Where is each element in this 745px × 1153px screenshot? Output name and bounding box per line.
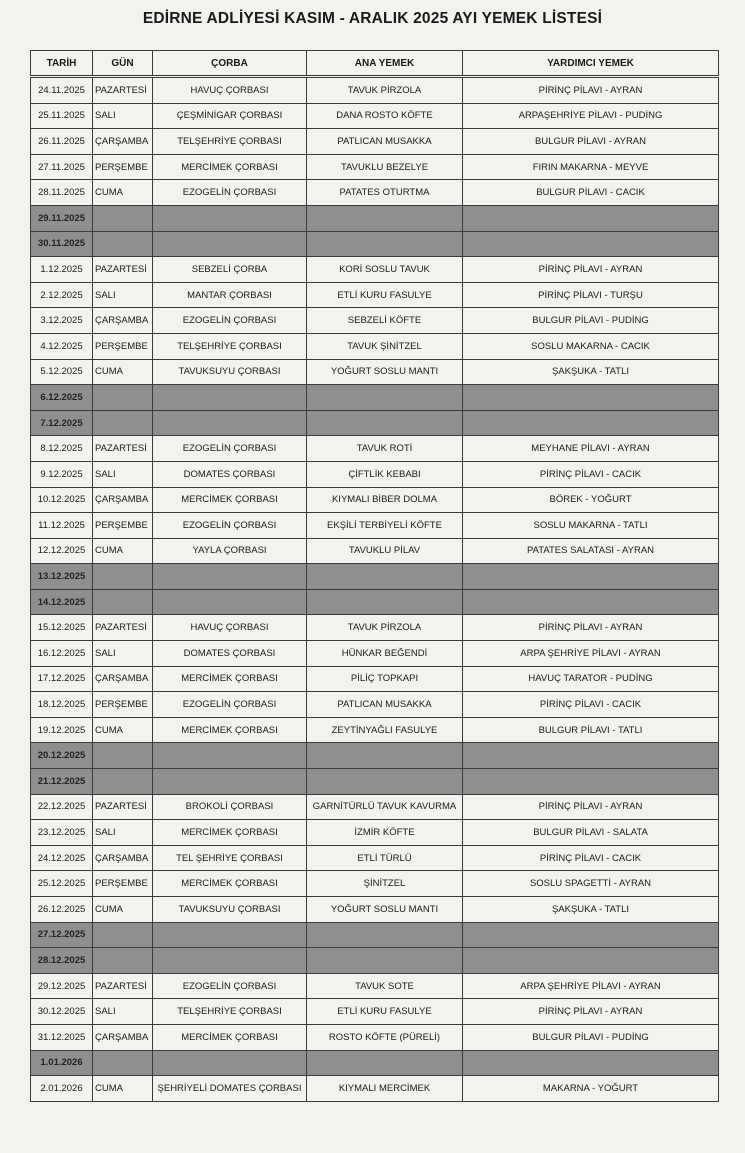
table-row-weekend bbox=[31, 743, 719, 769]
soup-cell bbox=[153, 948, 307, 974]
date-cell: 9.12.2025 bbox=[31, 461, 93, 487]
soup-cell bbox=[153, 564, 307, 590]
side-dish-cell: SOSLU SPAGETTİ - AYRAN bbox=[463, 871, 719, 897]
soup-cell bbox=[153, 769, 307, 795]
day-cell: SALI bbox=[93, 820, 153, 846]
table-row bbox=[31, 513, 719, 539]
day-cell: PAZARTESİ bbox=[93, 257, 153, 283]
date-cell: 26.12.2025 bbox=[31, 897, 93, 923]
side-dish-cell: ŞAKŞUKA - TATLI bbox=[463, 897, 719, 923]
side-dish-cell: BULGUR PİLAVI - TATLI bbox=[463, 717, 719, 743]
soup-cell: MERCİMEK ÇORBASI bbox=[153, 666, 307, 692]
table-row bbox=[31, 487, 719, 513]
date-cell: 8.12.2025 bbox=[31, 436, 93, 462]
day-cell bbox=[93, 769, 153, 795]
main-dish-cell: PATLICAN MUSAKKA bbox=[307, 129, 463, 155]
main-dish-cell: KIYMALI MERCİMEK bbox=[307, 1076, 463, 1102]
soup-cell bbox=[153, 589, 307, 615]
soup-cell: TELŞEHRİYE ÇORBASI bbox=[153, 129, 307, 155]
table-row bbox=[31, 359, 719, 385]
header-day: GÜN bbox=[93, 51, 153, 77]
table-row-weekend bbox=[31, 1050, 719, 1076]
table-row bbox=[31, 282, 719, 308]
side-dish-cell: PİRİNÇ PİLAVI - AYRAN bbox=[463, 615, 719, 641]
day-cell bbox=[93, 231, 153, 257]
side-dish-cell: ARPAŞEHRİYE PİLAVI - PUDİNG bbox=[463, 103, 719, 129]
day-cell bbox=[93, 948, 153, 974]
table-row bbox=[31, 180, 719, 206]
day-cell: ÇARŞAMBA bbox=[93, 308, 153, 334]
side-dish-cell bbox=[463, 231, 719, 257]
date-cell: 12.12.2025 bbox=[31, 538, 93, 564]
soup-cell: TELŞEHRİYE ÇORBASI bbox=[153, 999, 307, 1025]
soup-cell: MERCİMEK ÇORBASI bbox=[153, 871, 307, 897]
side-dish-cell: PİRİNÇ PİLAVI - AYRAN bbox=[463, 77, 719, 104]
side-dish-cell: FIRIN MAKARNA - MEYVE bbox=[463, 154, 719, 180]
day-cell: ÇARŞAMBA bbox=[93, 845, 153, 871]
main-dish-cell bbox=[307, 948, 463, 974]
main-dish-cell: ZEYTİNYAĞLI FASULYE bbox=[307, 717, 463, 743]
day-cell: CUMA bbox=[93, 359, 153, 385]
table-row bbox=[31, 999, 719, 1025]
soup-cell: DOMATES ÇORBASI bbox=[153, 461, 307, 487]
day-cell bbox=[93, 564, 153, 590]
side-dish-cell: PATATES SALATASI - AYRAN bbox=[463, 538, 719, 564]
main-dish-cell: TAVUK ROTİ bbox=[307, 436, 463, 462]
main-dish-cell: TAVUK SOTE bbox=[307, 973, 463, 999]
soup-cell: ŞEHRİYELİ DOMATES ÇORBASI bbox=[153, 1076, 307, 1102]
day-cell: CUMA bbox=[93, 538, 153, 564]
main-dish-cell: SEBZELİ KÖFTE bbox=[307, 308, 463, 334]
soup-cell bbox=[153, 385, 307, 411]
table-row bbox=[31, 641, 719, 667]
date-cell: 5.12.2025 bbox=[31, 359, 93, 385]
day-cell: PERŞEMBE bbox=[93, 692, 153, 718]
table-row bbox=[31, 1024, 719, 1050]
side-dish-cell: BULGUR PİLAVI - PUDİNG bbox=[463, 308, 719, 334]
table-row-weekend bbox=[31, 922, 719, 948]
side-dish-cell bbox=[463, 769, 719, 795]
date-cell: 14.12.2025 bbox=[31, 589, 93, 615]
side-dish-cell: MEYHANE PİLAVI - AYRAN bbox=[463, 436, 719, 462]
side-dish-cell: BULGUR PİLAVI - AYRAN bbox=[463, 129, 719, 155]
date-cell: 10.12.2025 bbox=[31, 487, 93, 513]
main-dish-cell: ETLİ KURU FASULYE bbox=[307, 999, 463, 1025]
side-dish-cell: ARPA ŞEHRİYE PİLAVI - AYRAN bbox=[463, 973, 719, 999]
main-dish-cell bbox=[307, 922, 463, 948]
table-row bbox=[31, 436, 719, 462]
soup-cell: MERCİMEK ÇORBASI bbox=[153, 154, 307, 180]
day-cell: CUMA bbox=[93, 180, 153, 206]
table-row bbox=[31, 538, 719, 564]
soup-cell bbox=[153, 205, 307, 231]
table-row bbox=[31, 794, 719, 820]
day-cell: PAZARTESİ bbox=[93, 436, 153, 462]
side-dish-cell: BÖREK - YOĞURT bbox=[463, 487, 719, 513]
soup-cell: BROKOLİ ÇORBASI bbox=[153, 794, 307, 820]
date-cell: 19.12.2025 bbox=[31, 717, 93, 743]
main-dish-cell bbox=[307, 1050, 463, 1076]
main-dish-cell bbox=[307, 410, 463, 436]
table-row bbox=[31, 820, 719, 846]
main-dish-cell: DANA ROSTO KÖFTE bbox=[307, 103, 463, 129]
side-dish-cell: SOSLU MAKARNA - CACIK bbox=[463, 333, 719, 359]
main-dish-cell bbox=[307, 385, 463, 411]
main-dish-cell: KORİ SOSLU TAVUK bbox=[307, 257, 463, 283]
main-dish-cell bbox=[307, 205, 463, 231]
main-dish-cell bbox=[307, 743, 463, 769]
main-dish-cell: EKŞİLİ TERBİYELİ KÖFTE bbox=[307, 513, 463, 539]
table-header bbox=[31, 51, 719, 77]
date-cell: 21.12.2025 bbox=[31, 769, 93, 795]
soup-cell: MERCİMEK ÇORBASI bbox=[153, 717, 307, 743]
main-dish-cell bbox=[307, 589, 463, 615]
soup-cell: EZOGELİN ÇORBASI bbox=[153, 308, 307, 334]
day-cell: SALI bbox=[93, 641, 153, 667]
side-dish-cell bbox=[463, 922, 719, 948]
date-cell: 24.11.2025 bbox=[31, 77, 93, 104]
main-dish-cell: TAVUK ŞİNİTZEL bbox=[307, 333, 463, 359]
day-cell: PERŞEMBE bbox=[93, 871, 153, 897]
table-row-weekend bbox=[31, 205, 719, 231]
side-dish-cell: PİRİNÇ PİLAVI - TURŞU bbox=[463, 282, 719, 308]
day-cell: PERŞEMBE bbox=[93, 154, 153, 180]
date-cell: 13.12.2025 bbox=[31, 564, 93, 590]
date-cell: 17.12.2025 bbox=[31, 666, 93, 692]
side-dish-cell bbox=[463, 385, 719, 411]
side-dish-cell bbox=[463, 1050, 719, 1076]
main-dish-cell bbox=[307, 564, 463, 590]
day-cell bbox=[93, 1050, 153, 1076]
date-cell: 15.12.2025 bbox=[31, 615, 93, 641]
date-cell: 3.12.2025 bbox=[31, 308, 93, 334]
date-cell: 26.11.2025 bbox=[31, 129, 93, 155]
soup-cell: EZOGELİN ÇORBASI bbox=[153, 513, 307, 539]
header-date: TARİH bbox=[31, 51, 93, 77]
table-row bbox=[31, 154, 719, 180]
table-row-weekend bbox=[31, 385, 719, 411]
main-dish-cell: HÜNKAR BEĞENDİ bbox=[307, 641, 463, 667]
date-cell: 29.12.2025 bbox=[31, 973, 93, 999]
table-row bbox=[31, 257, 719, 283]
soup-cell: ÇEŞMİNİGAR ÇORBASI bbox=[153, 103, 307, 129]
main-dish-cell bbox=[307, 231, 463, 257]
main-dish-cell: TAVUKLU BEZELYE bbox=[307, 154, 463, 180]
side-dish-cell: PİRİNÇ PİLAVI - CACIK bbox=[463, 461, 719, 487]
day-cell: PERŞEMBE bbox=[93, 333, 153, 359]
day-cell: SALI bbox=[93, 282, 153, 308]
table-row bbox=[31, 692, 719, 718]
soup-cell: EZOGELİN ÇORBASI bbox=[153, 973, 307, 999]
main-dish-cell: ETLİ TÜRLÜ bbox=[307, 845, 463, 871]
table-row bbox=[31, 973, 719, 999]
date-cell: 22.12.2025 bbox=[31, 794, 93, 820]
side-dish-cell: PİRİNÇ PİLAVI - CACIK bbox=[463, 692, 719, 718]
side-dish-cell: PİRİNÇ PİLAVI - AYRAN bbox=[463, 999, 719, 1025]
soup-cell: SEBZELİ ÇORBA bbox=[153, 257, 307, 283]
menu-table bbox=[30, 50, 719, 1102]
day-cell bbox=[93, 385, 153, 411]
main-dish-cell: ROSTO KÖFTE (PÜRELİ) bbox=[307, 1024, 463, 1050]
soup-cell: MERCİMEK ÇORBASI bbox=[153, 1024, 307, 1050]
side-dish-cell: PİRİNÇ PİLAVI - AYRAN bbox=[463, 257, 719, 283]
day-cell: PERŞEMBE bbox=[93, 513, 153, 539]
soup-cell: TAVUKSUYU ÇORBASI bbox=[153, 359, 307, 385]
table-row-weekend bbox=[31, 948, 719, 974]
day-cell: PAZARTESİ bbox=[93, 973, 153, 999]
date-cell: 27.11.2025 bbox=[31, 154, 93, 180]
table-row bbox=[31, 871, 719, 897]
side-dish-cell: BULGUR PİLAVI - PUDİNG bbox=[463, 1024, 719, 1050]
table-row bbox=[31, 461, 719, 487]
side-dish-cell bbox=[463, 743, 719, 769]
side-dish-cell bbox=[463, 589, 719, 615]
main-dish-cell: PATLICAN MUSAKKA bbox=[307, 692, 463, 718]
date-cell: 29.11.2025 bbox=[31, 205, 93, 231]
soup-cell bbox=[153, 1050, 307, 1076]
soup-cell bbox=[153, 743, 307, 769]
soup-cell: EZOGELİN ÇORBASI bbox=[153, 692, 307, 718]
side-dish-cell bbox=[463, 205, 719, 231]
main-dish-cell: TAVUKLU PİLAV bbox=[307, 538, 463, 564]
table-row bbox=[31, 103, 719, 129]
side-dish-cell: HAVUÇ TARATOR - PUDİNG bbox=[463, 666, 719, 692]
header-side-dish: YARDIMCI YEMEK bbox=[463, 51, 719, 77]
day-cell: PAZARTESİ bbox=[93, 794, 153, 820]
soup-cell: HAVUÇ ÇORBASI bbox=[153, 77, 307, 104]
table-row-weekend bbox=[31, 769, 719, 795]
date-cell: 2.01.2026 bbox=[31, 1076, 93, 1102]
soup-cell: TELŞEHRİYE ÇORBASI bbox=[153, 333, 307, 359]
date-cell: 20.12.2025 bbox=[31, 743, 93, 769]
side-dish-cell: PİRİNÇ PİLAVI - CACIK bbox=[463, 845, 719, 871]
table-row bbox=[31, 308, 719, 334]
soup-cell: DOMATES ÇORBASI bbox=[153, 641, 307, 667]
date-cell: 16.12.2025 bbox=[31, 641, 93, 667]
table-row bbox=[31, 77, 719, 104]
day-cell: CUMA bbox=[93, 897, 153, 923]
date-cell: 25.12.2025 bbox=[31, 871, 93, 897]
soup-cell bbox=[153, 922, 307, 948]
soup-cell: MERCİMEK ÇORBASI bbox=[153, 487, 307, 513]
soup-cell bbox=[153, 231, 307, 257]
date-cell: 7.12.2025 bbox=[31, 410, 93, 436]
soup-cell: EZOGELİN ÇORBASI bbox=[153, 180, 307, 206]
day-cell: ÇARŞAMBA bbox=[93, 666, 153, 692]
main-dish-cell: İZMİR KÖFTE bbox=[307, 820, 463, 846]
date-cell: 25.11.2025 bbox=[31, 103, 93, 129]
main-dish-cell: GARNİTÜRLÜ TAVUK KAVURMA bbox=[307, 794, 463, 820]
main-dish-cell: TAVUK PİRZOLA bbox=[307, 77, 463, 104]
date-cell: 4.12.2025 bbox=[31, 333, 93, 359]
main-dish-cell: ŞİNİTZEL bbox=[307, 871, 463, 897]
date-cell: 2.12.2025 bbox=[31, 282, 93, 308]
day-cell: PAZARTESİ bbox=[93, 77, 153, 104]
side-dish-cell: ŞAKŞUKA - TATLI bbox=[463, 359, 719, 385]
day-cell: SALI bbox=[93, 461, 153, 487]
day-cell: ÇARŞAMBA bbox=[93, 1024, 153, 1050]
date-cell: 11.12.2025 bbox=[31, 513, 93, 539]
side-dish-cell bbox=[463, 948, 719, 974]
soup-cell: TAVUKSUYU ÇORBASI bbox=[153, 897, 307, 923]
date-cell: 30.12.2025 bbox=[31, 999, 93, 1025]
date-cell: 28.12.2025 bbox=[31, 948, 93, 974]
soup-cell: YAYLA ÇORBASI bbox=[153, 538, 307, 564]
main-dish-cell: ETLİ KURU FASULYE bbox=[307, 282, 463, 308]
soup-cell: MANTAR ÇORBASI bbox=[153, 282, 307, 308]
day-cell: SALI bbox=[93, 103, 153, 129]
side-dish-cell: PİRİNÇ PİLAVI - AYRAN bbox=[463, 794, 719, 820]
table-row bbox=[31, 717, 719, 743]
side-dish-cell: BULGUR PİLAVI - CACIK bbox=[463, 180, 719, 206]
table-row bbox=[31, 333, 719, 359]
soup-cell: HAVUÇ ÇORBASI bbox=[153, 615, 307, 641]
table-body bbox=[31, 77, 719, 1102]
date-cell: 28.11.2025 bbox=[31, 180, 93, 206]
day-cell bbox=[93, 743, 153, 769]
side-dish-cell: MAKARNA - YOĞURT bbox=[463, 1076, 719, 1102]
header-main-dish: ANA YEMEK bbox=[307, 51, 463, 77]
table-row bbox=[31, 845, 719, 871]
date-cell: 27.12.2025 bbox=[31, 922, 93, 948]
main-dish-cell: TAVUK PİRZOLA bbox=[307, 615, 463, 641]
main-dish-cell: YOĞURT SOSLU MANTI bbox=[307, 359, 463, 385]
table-row bbox=[31, 129, 719, 155]
soup-cell: TEL ŞEHRİYE ÇORBASI bbox=[153, 845, 307, 871]
date-cell: 24.12.2025 bbox=[31, 845, 93, 871]
date-cell: 18.12.2025 bbox=[31, 692, 93, 718]
main-dish-cell: KIYMALI BİBER DOLMA bbox=[307, 487, 463, 513]
table-row-weekend bbox=[31, 410, 719, 436]
table-row bbox=[31, 615, 719, 641]
side-dish-cell: BULGUR PİLAVI - SALATA bbox=[463, 820, 719, 846]
table-row-weekend bbox=[31, 589, 719, 615]
side-dish-cell bbox=[463, 410, 719, 436]
soup-cell bbox=[153, 410, 307, 436]
date-cell: 6.12.2025 bbox=[31, 385, 93, 411]
day-cell: CUMA bbox=[93, 1076, 153, 1102]
main-dish-cell bbox=[307, 769, 463, 795]
side-dish-cell bbox=[463, 564, 719, 590]
page-title: EDİRNE ADLİYESİ KASIM - ARALIK 2025 AYI YEMEK LİSTESİ bbox=[142, 10, 603, 27]
header-row bbox=[31, 51, 719, 77]
side-dish-cell: ARPA ŞEHRİYE PİLAVI - AYRAN bbox=[463, 641, 719, 667]
day-cell bbox=[93, 410, 153, 436]
day-cell: ÇARŞAMBA bbox=[93, 487, 153, 513]
day-cell: SALI bbox=[93, 999, 153, 1025]
table-row bbox=[31, 666, 719, 692]
day-cell bbox=[93, 922, 153, 948]
table-row bbox=[31, 897, 719, 923]
table-row-weekend bbox=[31, 231, 719, 257]
soup-cell: EZOGELİN ÇORBASI bbox=[153, 436, 307, 462]
day-cell bbox=[93, 205, 153, 231]
table-row bbox=[31, 1076, 719, 1102]
main-dish-cell: YOĞURT SOSLU MANTI bbox=[307, 897, 463, 923]
header-soup: ÇORBA bbox=[153, 51, 307, 77]
date-cell: 1.12.2025 bbox=[31, 257, 93, 283]
day-cell: PAZARTESİ bbox=[93, 615, 153, 641]
day-cell: CUMA bbox=[93, 717, 153, 743]
date-cell: 31.12.2025 bbox=[31, 1024, 93, 1050]
main-dish-cell: PİLİÇ TOPKAPI bbox=[307, 666, 463, 692]
side-dish-cell: SOSLU MAKARNA - TATLI bbox=[463, 513, 719, 539]
date-cell: 1.01.2026 bbox=[31, 1050, 93, 1076]
main-dish-cell: PATATES OTURTMA bbox=[307, 180, 463, 206]
table-row-weekend bbox=[31, 564, 719, 590]
main-dish-cell: ÇİFTLİK KEBABI bbox=[307, 461, 463, 487]
day-cell: ÇARŞAMBA bbox=[93, 129, 153, 155]
date-cell: 23.12.2025 bbox=[31, 820, 93, 846]
soup-cell: MERCİMEK ÇORBASI bbox=[153, 820, 307, 846]
day-cell bbox=[93, 589, 153, 615]
date-cell: 30.11.2025 bbox=[31, 231, 93, 257]
